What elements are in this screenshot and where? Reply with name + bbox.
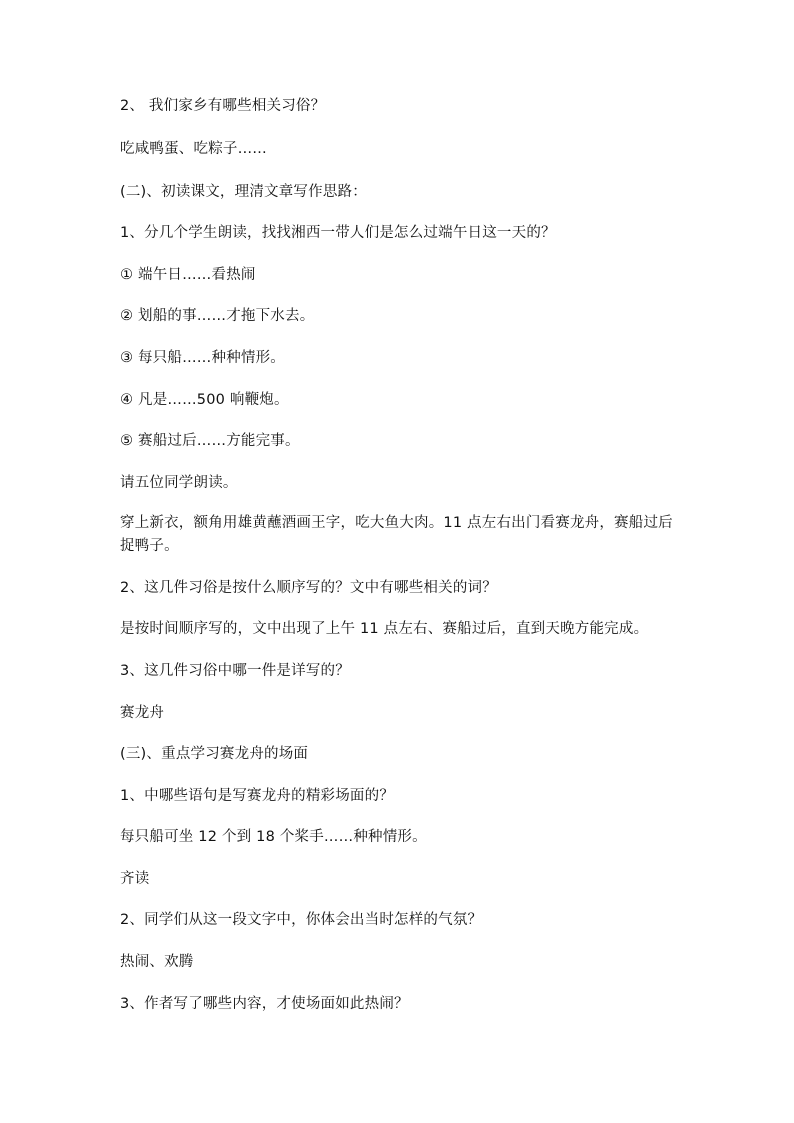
- instruction-read-aloud: 请五位同学朗读。: [120, 475, 238, 491]
- list-item-4: ④ 凡是……500 响鞭炮。: [120, 392, 289, 408]
- list-item-5: ⑤ 赛船过后……方能完事。: [120, 433, 300, 449]
- section-heading-first-reading: (二)、初读课文，理清文章写作思路：: [120, 184, 367, 200]
- question-scene-sentences: 1、中哪些语句是写赛龙舟的精彩场面的？: [120, 788, 395, 804]
- question-atmosphere: 2、同学们从这一段文字中，你体会出当时怎样的气氛？: [120, 912, 483, 928]
- answer-hometown-customs: 吃咸鸭蛋、吃粽子……: [120, 141, 267, 157]
- section-heading-dragon-boat: (三)、重点学习赛龙舟的场面: [120, 746, 309, 762]
- question-order: 2、这几件习俗是按什么顺序写的？文中有哪些相关的词？: [120, 580, 497, 596]
- answer-atmosphere: 热闹、欢腾: [120, 954, 194, 970]
- list-item-1: ① 端午日……看热闹: [120, 267, 256, 283]
- answer-scene-sentences: 每只船可坐 12 个到 18 个桨手……种种情形。: [120, 829, 427, 845]
- list-item-2: ② 划船的事……才拖下水去。: [120, 308, 315, 324]
- list-item-3: ③ 每只船……种种情形。: [120, 350, 286, 366]
- answer-customs-summary: 穿上新衣，额角用雄黄蘸酒画王字，吃大鱼大肉。11 点左右出门看赛龙舟，赛船过后捉鸭子。: [120, 515, 673, 554]
- question-detailed: 3、这几件习俗中哪一件是详写的？: [120, 663, 350, 679]
- question-reading-task: 1、分几个学生朗读，找找湘西一带人们是怎么过端午日这一天的？: [120, 225, 556, 241]
- instruction-read-together: 齐读: [120, 871, 150, 887]
- question-content: 3、作者写了哪些内容，才使场面如此热闹？: [120, 996, 409, 1012]
- question-hometown-customs: 2、 我们家乡有哪些相关习俗？: [120, 98, 326, 114]
- answer-detailed: 赛龙舟: [120, 705, 165, 721]
- answer-order: 是按时间顺序写的，文中出现了上午 11 点左右、赛船过后，直到天晚方能完成。: [120, 621, 649, 637]
